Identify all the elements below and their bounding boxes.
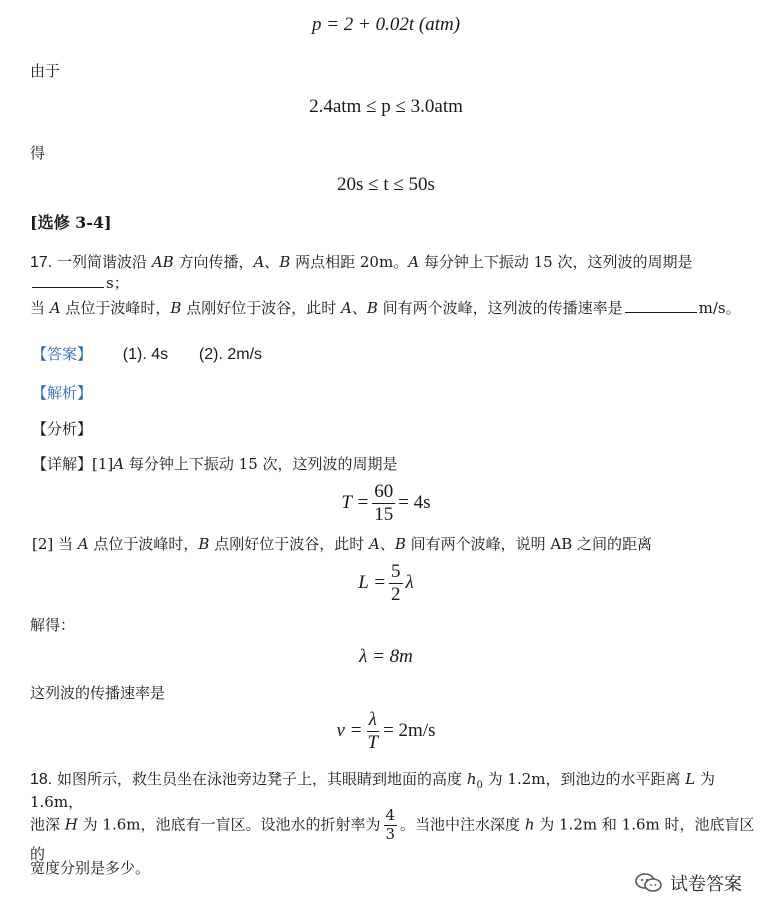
since-label: 由于 — [30, 62, 61, 80]
q17-text: 一列简谐波沿 — [57, 253, 152, 271]
detail-var: B — [394, 535, 406, 553]
eq-lhs: T = — [341, 491, 370, 513]
q17-text: 方向传播， — [173, 253, 254, 271]
fraction — [366, 710, 381, 753]
q17-text: 点刚好位于波谷，此时 — [181, 299, 341, 317]
fraction — [384, 808, 398, 843]
q18-var: h — [524, 815, 535, 834]
eq-lhs: L = — [358, 571, 387, 593]
get-label: 得 — [30, 144, 46, 162]
equation-range-time — [0, 174, 772, 196]
q17-var: B — [170, 299, 182, 317]
detail-text: 、 — [379, 535, 395, 553]
fraction-den: 2 — [391, 583, 401, 605]
q17-var: A — [253, 253, 265, 271]
equation-speed — [0, 710, 772, 753]
section-heading: [选修 3-4] — [30, 213, 112, 232]
answer-1: (1). 4s — [122, 346, 169, 363]
fraction — [372, 482, 395, 525]
fraction-num: 4 — [385, 806, 396, 824]
detail-var: A — [113, 455, 125, 473]
answer-blank-1[interactable] — [32, 273, 104, 288]
detail-text: 间有两个波峰，说明 AB 之间的距离 — [405, 535, 653, 553]
eq3-text: 20s ≤ t ≤ 50s — [337, 174, 435, 195]
equation-period — [0, 482, 772, 525]
q17-var: A — [340, 299, 352, 317]
eq-text: λ = 8m — [359, 646, 413, 667]
watermark-text: 试卷答案 — [670, 874, 742, 895]
fraction — [389, 562, 403, 605]
q17-unit: m/s。 — [698, 299, 741, 317]
eq-rhs: = 4s — [398, 491, 431, 513]
detail-line1 — [32, 453, 752, 474]
detail-text: 点刚好位于波谷，此时 — [209, 535, 369, 553]
q17-text: 每分钟上下振动 15 次，这列波的周期是 — [419, 253, 693, 271]
fraction-num: λ — [368, 709, 377, 730]
fraction-den: T — [367, 731, 379, 753]
q18-var: h — [466, 770, 477, 788]
q17-text: 间有两个波峰，这列波的传播速率是 — [377, 299, 623, 317]
analysis-tag: 【解析】 — [32, 384, 93, 402]
eq-lhs: v = — [336, 719, 363, 741]
q18-var: L — [685, 770, 696, 788]
q17-text: 、 — [351, 299, 367, 317]
answer-blank-2[interactable] — [625, 298, 697, 313]
equation-pressure — [0, 14, 772, 36]
q17-var: A — [408, 253, 420, 271]
q17-var: B — [279, 253, 291, 271]
q18-text: 池深 — [30, 815, 65, 834]
equation-range-pressure — [0, 96, 772, 118]
q17-text: 两点相距 20m。 — [290, 253, 409, 271]
q17-text: 当 — [30, 299, 50, 317]
equation-wavelength — [0, 646, 772, 668]
q17-line2 — [30, 297, 750, 318]
q18-sub: 0 — [476, 780, 483, 791]
solve-label: 解得： — [30, 616, 76, 634]
eq-rhs: = 2m/s — [383, 719, 436, 741]
speed-label: 这列波的传播速率是 — [30, 684, 166, 702]
detail-var: A — [77, 535, 89, 553]
q17-text: 点位于波峰时， — [60, 299, 171, 317]
eq-rhs: λ — [405, 571, 414, 593]
fraction-den: 15 — [374, 503, 394, 525]
q18-var: H — [64, 815, 78, 834]
q18-line3: 宽度分别是多少。 — [30, 859, 151, 877]
q18-text: 为 1.6m，池底有一盲区。设池水的折射率为 — [77, 815, 381, 834]
eq1-text: p = 2 + 0.02t (atm) — [311, 14, 461, 35]
fenxi-tag: 【分析】 — [32, 420, 93, 438]
q17-unit: s； — [106, 274, 129, 292]
detail-text: [1] — [92, 455, 114, 473]
fraction-den: 3 — [385, 824, 396, 843]
equation-length — [0, 562, 772, 605]
fraction-num: 5 — [391, 561, 401, 582]
detail-var: B — [198, 535, 210, 553]
answer-2: (2). 2m/s — [198, 346, 263, 363]
wechat-icon — [634, 872, 664, 894]
q18-line2 — [30, 808, 760, 864]
detail-tag: 【详解】 — [32, 455, 93, 473]
q18-text: 为 1.6m， — [30, 770, 715, 811]
detail-text: 点位于波峰时， — [88, 535, 199, 553]
q17-number: 17. — [30, 254, 53, 271]
detail-var: A — [369, 535, 380, 553]
q18-text: 如图所示，救生员坐在泳池旁边凳子上，其眼睛到地面的高度 — [57, 770, 467, 788]
eq2-text: 2.4atm ≤ p ≤ 3.0atm — [309, 96, 463, 117]
detail-text: 每分钟上下振动 15 次，这列波的周期是 — [124, 455, 398, 473]
detail-text: [2] 当 — [32, 535, 78, 553]
fraction-num: 60 — [374, 481, 394, 502]
q18-text: 为 1.2m，到池边的水平距离 — [482, 770, 686, 788]
answer-tag: 【答案】 — [32, 345, 93, 363]
answer-row — [32, 343, 262, 364]
watermark — [634, 870, 742, 896]
q18-number: 18. — [30, 771, 53, 788]
q18-line1 — [30, 768, 760, 812]
q17-line1 — [30, 251, 750, 293]
detail-line2 — [32, 533, 752, 554]
q18-text: 。当池中注水深度 — [400, 815, 525, 834]
q17-var: A — [49, 299, 61, 317]
q18-text: 为 1.2m 和 1.6m 时，池底盲区的 — [30, 815, 755, 863]
q17-var: AB — [151, 253, 174, 271]
q17-var: B — [366, 299, 378, 317]
q17-text: 、 — [264, 253, 280, 271]
